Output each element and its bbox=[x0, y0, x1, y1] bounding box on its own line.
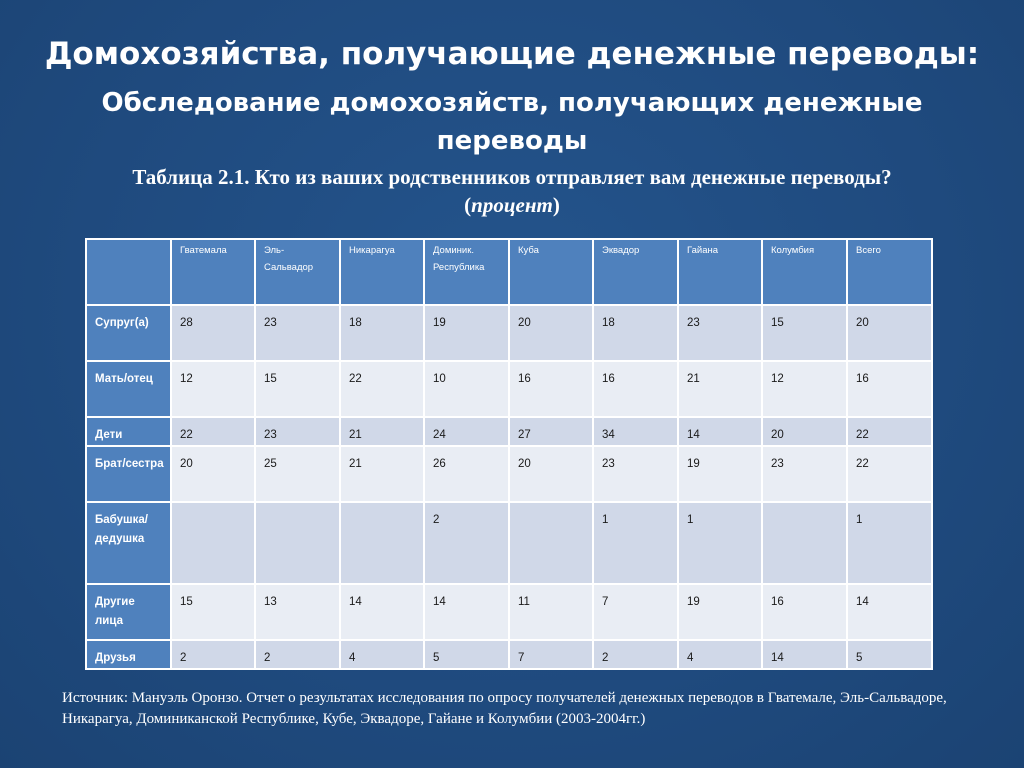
table-cell: 23 bbox=[678, 305, 762, 361]
table-cell: 7 bbox=[593, 584, 678, 640]
table-cell bbox=[171, 502, 255, 584]
table-cell: 16 bbox=[593, 361, 678, 417]
table-cell: 2 bbox=[171, 640, 255, 669]
row-label: Дети bbox=[86, 417, 171, 446]
table-cell: 20 bbox=[847, 305, 932, 361]
caption-main-text: Таблица 2.1. Кто из ваших родственников отправляет вам денежные переводы? ( bbox=[132, 165, 892, 217]
table-cell: 28 bbox=[171, 305, 255, 361]
table-cell: 7 bbox=[509, 640, 593, 669]
table-cell: 11 bbox=[509, 584, 593, 640]
table-cell: 15 bbox=[762, 305, 847, 361]
table-cell: 16 bbox=[509, 361, 593, 417]
table-cell: 20 bbox=[509, 305, 593, 361]
column-header: Эквадор bbox=[593, 239, 678, 305]
table-cell: 18 bbox=[593, 305, 678, 361]
table-cell: 5 bbox=[847, 640, 932, 669]
table-cell bbox=[340, 502, 424, 584]
table-cell: 20 bbox=[509, 446, 593, 502]
table-cell: 5 bbox=[424, 640, 509, 669]
table-cell: 2 bbox=[593, 640, 678, 669]
table-cell: 14 bbox=[340, 584, 424, 640]
table-cell: 34 bbox=[593, 417, 678, 446]
table-cell: 19 bbox=[678, 584, 762, 640]
table-cell: 4 bbox=[678, 640, 762, 669]
table-cell: 14 bbox=[847, 584, 932, 640]
column-header: Гайана bbox=[678, 239, 762, 305]
table-cell bbox=[509, 502, 593, 584]
table-row bbox=[86, 584, 932, 640]
table-cell: 27 bbox=[509, 417, 593, 446]
table-cell: 14 bbox=[424, 584, 509, 640]
column-header: Колумбия bbox=[762, 239, 847, 305]
table-cell: 21 bbox=[340, 446, 424, 502]
row-label: Супруг(а) bbox=[86, 305, 171, 361]
table-cell: 22 bbox=[171, 417, 255, 446]
table-row bbox=[86, 640, 932, 669]
column-header: Гватемала bbox=[171, 239, 255, 305]
table-cell bbox=[255, 502, 340, 584]
table-cell: 24 bbox=[424, 417, 509, 446]
table-cell: 18 bbox=[340, 305, 424, 361]
table-cell: 16 bbox=[762, 584, 847, 640]
column-header: Никарагуа bbox=[340, 239, 424, 305]
table-cell: 13 bbox=[255, 584, 340, 640]
caption-close: ) bbox=[552, 193, 560, 217]
caption-emphasis: процент bbox=[471, 193, 553, 217]
slide-subtitle: Обследование домохозяйств, получающих денежные переводы bbox=[101, 88, 923, 156]
row-label: Брат/сестра bbox=[86, 446, 171, 502]
column-header: Доминик. Республика bbox=[424, 239, 509, 305]
table-cell: 12 bbox=[762, 361, 847, 417]
table-cell: 23 bbox=[762, 446, 847, 502]
table-row bbox=[86, 305, 932, 361]
slide-title: Домохозяйства, получающие денежные переводы: bbox=[44, 36, 980, 72]
column-header: Куба bbox=[509, 239, 593, 305]
row-label: Мать/отец bbox=[86, 361, 171, 417]
table-cell: 26 bbox=[424, 446, 509, 502]
row-label: Другие лица bbox=[86, 584, 171, 640]
table-cell: 2 bbox=[424, 502, 509, 584]
table-cell: 1 bbox=[593, 502, 678, 584]
table-cell: 2 bbox=[255, 640, 340, 669]
table-cell: 14 bbox=[678, 417, 762, 446]
table-cell: 23 bbox=[255, 417, 340, 446]
table-cell: 19 bbox=[678, 446, 762, 502]
table-cell: 12 bbox=[171, 361, 255, 417]
table-corner-cell bbox=[86, 239, 171, 305]
column-header: Эль-Сальвадор bbox=[255, 239, 340, 305]
table-cell: 15 bbox=[255, 361, 340, 417]
table-cell: 10 bbox=[424, 361, 509, 417]
table-cell: 1 bbox=[678, 502, 762, 584]
table-cell: 15 bbox=[171, 584, 255, 640]
data-table bbox=[85, 238, 933, 670]
table-cell: 22 bbox=[847, 446, 932, 502]
column-header: Всего bbox=[847, 239, 932, 305]
table-cell: 16 bbox=[847, 361, 932, 417]
table-cell bbox=[762, 502, 847, 584]
table-cell: 22 bbox=[340, 361, 424, 417]
data-table-container bbox=[85, 238, 931, 666]
table-row bbox=[86, 361, 932, 417]
table-cell: 22 bbox=[847, 417, 932, 446]
table-cell: 23 bbox=[255, 305, 340, 361]
table-cell: 21 bbox=[678, 361, 762, 417]
table-caption bbox=[110, 163, 914, 219]
table-row bbox=[86, 502, 932, 584]
table-cell: 20 bbox=[762, 417, 847, 446]
table-cell: 14 bbox=[762, 640, 847, 669]
table-cell: 21 bbox=[340, 417, 424, 446]
row-label: Бабушка/дедушка bbox=[86, 502, 171, 584]
table-cell: 19 bbox=[424, 305, 509, 361]
table-cell: 20 bbox=[171, 446, 255, 502]
row-label: Друзья bbox=[86, 640, 171, 669]
table-header-row bbox=[86, 239, 932, 305]
table-cell: 4 bbox=[340, 640, 424, 669]
table-cell: 23 bbox=[593, 446, 678, 502]
table-row bbox=[86, 446, 932, 502]
table-cell: 1 bbox=[847, 502, 932, 584]
source-note: Источник: Мануэль Оронзо. Отчет о результатах исследования по опросу получателей денежных переводов в Гватемале, Эль-Сальвадоре, Никарагуа, Доминиканской Республике, Кубе, Эквадоре, Гайане и Колумбии (2003-2004гг.) bbox=[62, 690, 947, 727]
table-cell: 25 bbox=[255, 446, 340, 502]
table-row bbox=[86, 417, 932, 446]
